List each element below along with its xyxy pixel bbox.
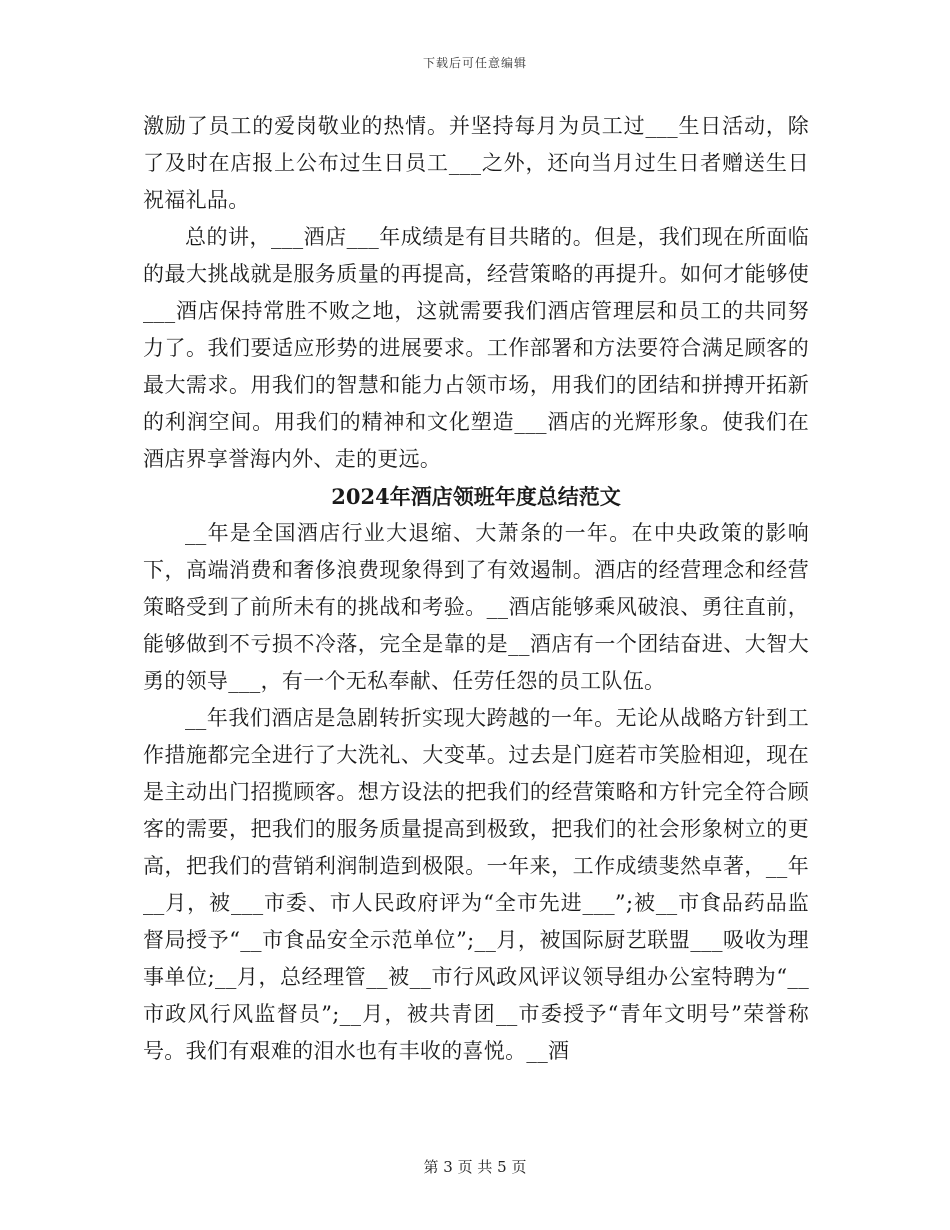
paragraph-continuation: 激励了员工的爱岗敬业的热情。并坚持每月为员工过___生日活动，除了及时在店报上公布过生日员工___之外，还向当月过生日者赠送生日祝福礼品。	[143, 114, 809, 212]
page-header: 下载后可任意编辑	[422, 56, 527, 70]
section-title: 2024年酒店领班年度总结范文	[331, 484, 621, 509]
paragraph-summary: 总的讲，___酒店___年成绩是有目共睹的。但是，我们现在所面临的最大挑战就是服务质量的再提高，经营策略的再提升。如何才能够使___酒店保持常胜不败之地，这就需要我们酒店管理层和员工的共同努力了。我们要适应形势的进展要求。工作部署和方法要符合满足顾客的最大需求。用我们的智慧和能力占领市场，用我们的团结和拼搏开拓新的利润空间。用我们的精神和文化塑造___酒店的光辉形象。使我们在酒店界享誉海内外、走的更远。	[143, 225, 809, 471]
page-footer: 第 3 页 共 5 页	[423, 1158, 527, 1176]
document-body	[143, 108, 809, 1070]
paragraph-achievements: __年我们酒店是急剧转折实现大跨越的一年。无论从战略方针到工作措施都完全进行了大洗礼、大变革。过去是门庭若市笑脸相迎，现在是主动出门招揽顾客。想方设法的把我们的经营策略和方针完全符合顾客的需要，把我们的服务质量提高到极致，把我们的社会形象树立的更高，把我们的营销利润制造到极限。一年来，工作成绩斐然卓著，__年__月，被___市委、市人民政府评为“全市先进___”;被__市食品药品监督局授予“__市食品安全示范单位”;__月，被国际厨艺联盟___吸收为理事单位;__月，总经理管__被__市行风政风评议领导组办公室特聘为“__市政风行风监督员”;__月，被共青团__市委授予“青年文明号”荣誉称号。我们有艰难的泪水也有丰收的喜悦。__酒	[143, 706, 809, 1063]
paragraph-intro: __年是全国酒店行业大退缩、大萧条的一年。在中央政策的影响下，高端消费和奢侈浪费现象得到了有效遏制。酒店的经营理念和经营策略受到了前所未有的挑战和考验。__酒店能够乘风破浪、勇往直前，能够做到不亏损不冷落，完全是靠的是__酒店有一个团结奋进、大智大勇的领导___，有一个无私奉献、任劳任怨的员工队伍。	[143, 521, 809, 693]
